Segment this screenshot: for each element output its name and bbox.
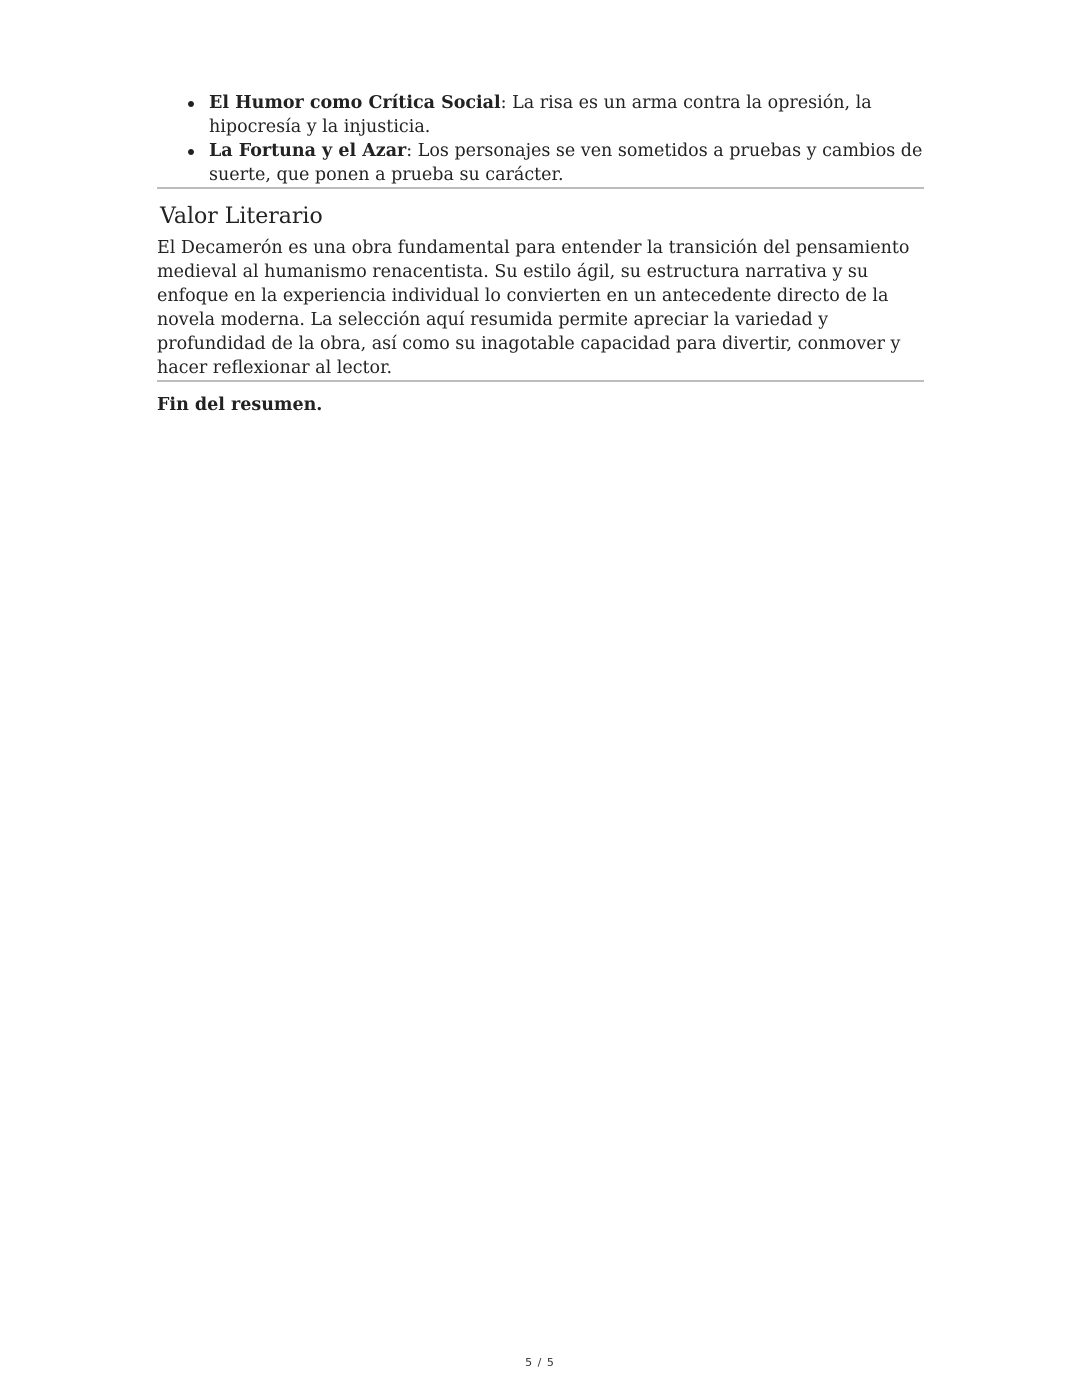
themes-list bbox=[157, 91, 924, 187]
closing-text: Fin del resumen. bbox=[157, 395, 323, 415]
list-item bbox=[209, 91, 924, 139]
section-divider bbox=[157, 187, 924, 189]
section-paragraph: El Decamerón es una obra fundamental para entender la transición del pensamiento medieval al humanismo renacentista. Su estilo ágil, su estructura narrativa y su enfoque en la experiencia individual lo convierten en un antecedente directo de la novela moderna. La selección aquí resumida permite apreciar la variedad y profundidad de la obra, así como su inagotable capacidad para divertir, conmover y hacer reflexionar al lector. bbox=[157, 238, 910, 378]
section-heading: Valor Literario bbox=[160, 204, 323, 229]
page-content bbox=[157, 91, 924, 417]
section-divider bbox=[157, 380, 924, 382]
list-item-title: El Humor como Crítica Social bbox=[209, 93, 501, 113]
list-item-text: : Los personajes se ven sometidos a pruebas y cambios de suerte, que ponen a prueba su carácter. bbox=[209, 141, 923, 185]
page-number: 5 / 5 bbox=[525, 1356, 555, 1369]
list-item bbox=[209, 139, 924, 187]
list-item-text: : La risa es un arma contra la opresión, la hipocresía y la injusticia. bbox=[209, 93, 872, 137]
list-item-title: La Fortuna y el Azar bbox=[209, 141, 407, 161]
